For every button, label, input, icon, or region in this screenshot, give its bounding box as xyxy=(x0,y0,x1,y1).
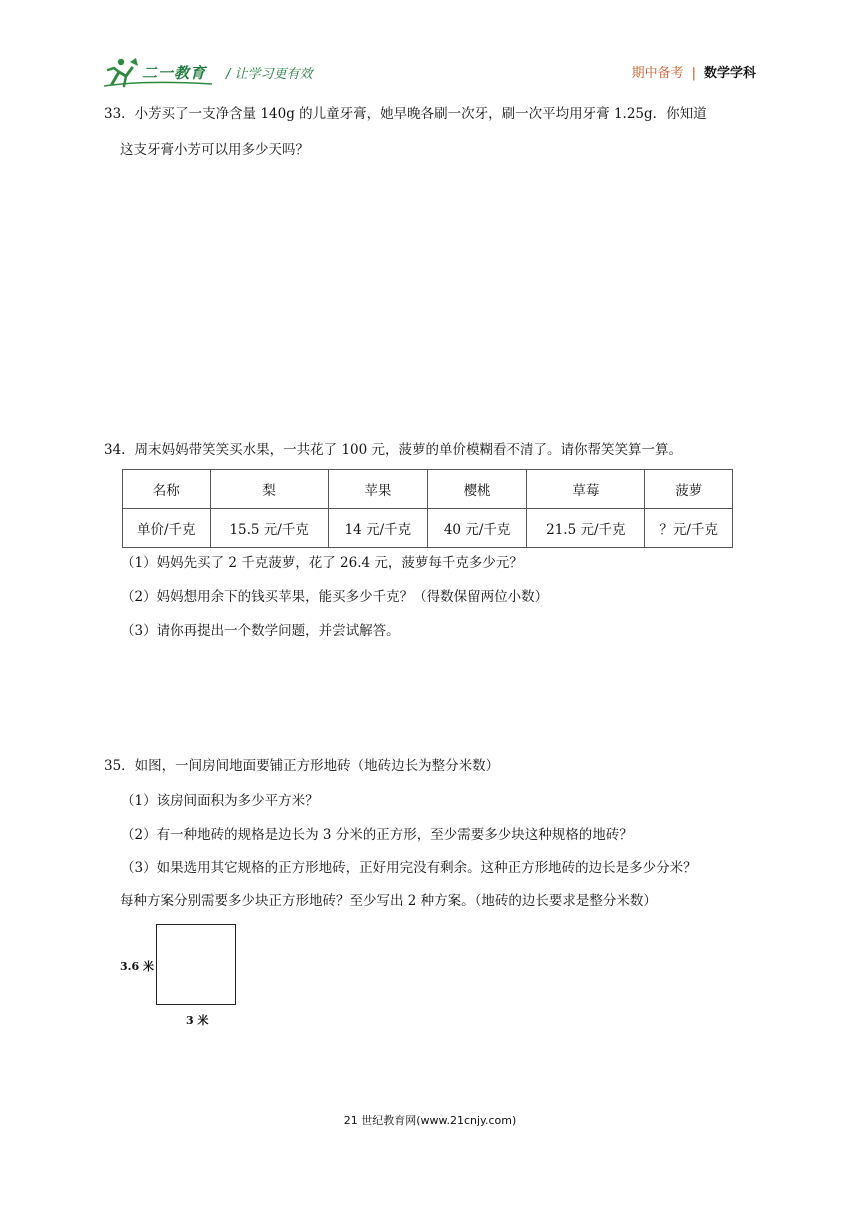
q35-stem: 35．如图，一间房间地面要铺正方形地砖（地砖边长为整分米数） xyxy=(104,758,500,774)
page-footer: 21 世纪教育网(www.21cnjy.com) xyxy=(343,1114,517,1127)
q35-sub1: （1）该房间面积为多少平方米？ xyxy=(121,793,319,809)
table-cell: 21.5 元/千克 xyxy=(527,509,645,548)
page-header xyxy=(0,0,860,100)
q33-line1: 33．小芳买了一支净含量 140g 的儿童牙膏，她早晚各刷一次牙，刷一次平均用牙膏 1.25g．你知道 xyxy=(104,106,707,122)
room-rectangle xyxy=(156,924,236,1005)
table-cell: 樱桃 xyxy=(427,470,526,509)
table-cell: 15.5 元/千克 xyxy=(210,509,328,548)
slogan: / 让学习更有效 xyxy=(226,67,313,82)
q35-sub3a: （3）如果选用其它规格的正方形地砖，正好用完没有剩余。这种正方形地砖的边长是多少分米？ xyxy=(121,860,697,876)
room-width-label: 3 米 xyxy=(186,1014,209,1027)
q34-sub1: （1）妈妈先买了 2 千克菠萝，花了 26.4 元，菠萝每千克多少元？ xyxy=(121,555,523,571)
q34-sub2: （2）妈妈想用余下的钱买苹果，能买多少千克？（得数保留两位小数） xyxy=(121,589,549,605)
room-height-label: 3.6 米 xyxy=(120,960,154,973)
logo-text: 二一教育 xyxy=(142,64,207,82)
table-cell: 14 元/千克 xyxy=(328,509,427,548)
q35-sub2: （2）有一种地砖的规格是边长为 3 分米的正方形，至少需要多少块这种规格的地砖？ xyxy=(121,827,633,843)
q34-stem: 34．周末妈妈带笑笑买水果，一共花了 100 元，菠萝的单价模糊看不清了。请你帮笑笑算一算。 xyxy=(104,442,683,458)
table-header-row xyxy=(123,470,733,509)
table-cell: 苹果 xyxy=(328,470,427,509)
table-cell: ？元/千克 xyxy=(645,509,733,548)
table-cell: 40 元/千克 xyxy=(427,509,526,548)
table-cell: 名称 xyxy=(123,470,211,509)
header-separator: | xyxy=(691,66,696,81)
q33-line2: 这支牙膏小芳可以用多少天吗？ xyxy=(120,142,309,158)
table-cell: 菠萝 xyxy=(645,470,733,509)
q34-sub3: （3）请你再提出一个数学问题，并尝试解答。 xyxy=(121,623,400,639)
q35-sub3b: 每种方案分别需要多少块正方形地砖？至少写出 2 种方案。（地砖的边长要求是整分米数） xyxy=(120,893,657,909)
table-cell: 单价/千克 xyxy=(123,509,211,548)
table-row xyxy=(123,509,733,548)
header-right xyxy=(632,62,756,81)
price-table xyxy=(122,469,733,548)
table-cell: 梨 xyxy=(210,470,328,509)
exam-label: 期中备考 xyxy=(631,66,684,81)
subject-label: 数学学科 xyxy=(703,66,756,81)
table-cell: 草莓 xyxy=(527,470,645,509)
